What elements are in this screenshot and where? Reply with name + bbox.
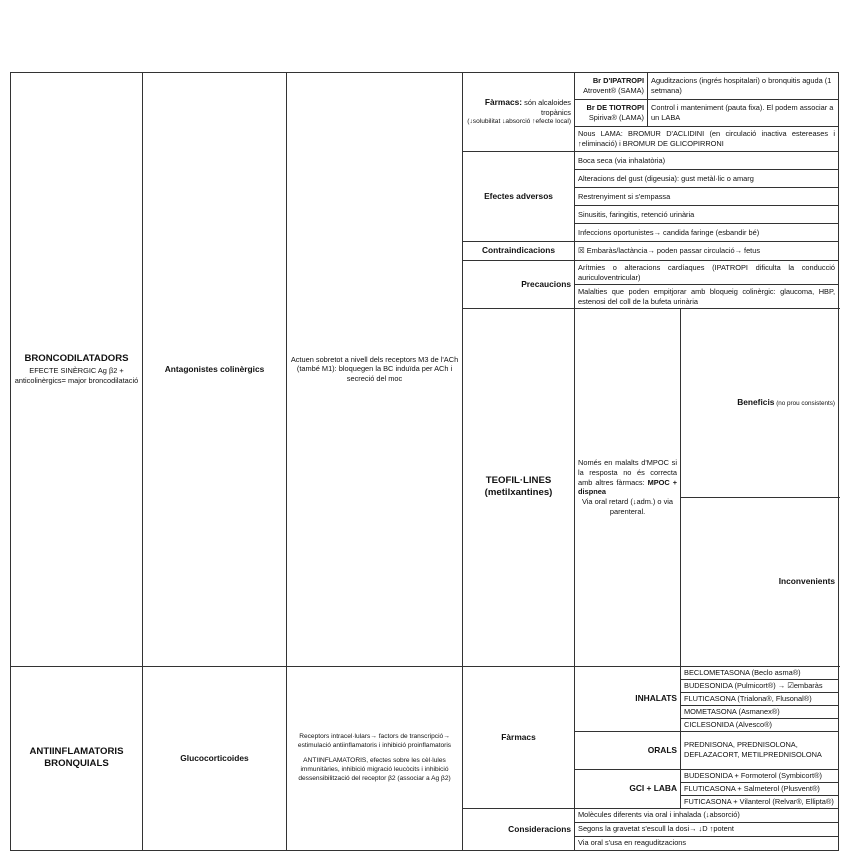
glucocorticoid-group: Glucocorticoides	[143, 666, 287, 850]
drug-tiotropi-sub: Spiriva® (LAMA)	[588, 113, 645, 122]
drawbacks-label: Inconvenients	[681, 497, 839, 666]
broncodilatadors-subtitle: EFECTE SINÈRGIC Ag β2 + anticolinèrgics= major broncodilatació	[14, 365, 139, 385]
inhaled-drug: MOMETASONA (Asmanex®)	[681, 705, 839, 718]
adverse-item: Sinusitis, faringitis, retenció urinària	[575, 206, 839, 224]
drug-ipatropi-desc: Aguditzacions (ingrés hospitalari) o bronquitis aguda (1 setmana)	[648, 73, 839, 100]
adverse-item: Infeccions oportunistes→ candida faringe (esbandir bé)	[575, 224, 839, 242]
glucocorticoid-mech-2: ANTIINFLAMATORIS, efectes sobre les cèl·lules immunitàries, inhibició migració leucòcits i inhibició dessensibilització del receptor β2 (associar a Ag β2)	[298, 757, 451, 782]
adverse-item: Restrenyiment si s'empassa	[575, 188, 839, 206]
teofil-desc-b: MPOC + dispnea	[578, 477, 678, 497]
inhaled-drug: BUDESONIDA (Pulmicort®) → ☑embaràs	[681, 679, 839, 692]
inhaled-drug: BECLOMETASONA (Beclo asma®)	[681, 666, 839, 679]
consideration-item: Segons la gravetat s'escull la dosi→ ↓D ↑potent	[575, 822, 839, 836]
teofil-desc-a: Només en malalts d'MPOC si la resposta no és correcta amb altres fàrmacs:	[578, 457, 678, 487]
consideration-item: Via oral s'usa en reaguditzacions	[575, 836, 839, 850]
antiinfl-farmacs-label: Fàrmacs	[463, 666, 575, 808]
benefits-label-cell	[681, 309, 839, 498]
combo-drug: BUDESONIDA + Formoterol (Symbicort®)	[681, 769, 839, 782]
teofil-subtitle: (metilxantines)	[484, 487, 553, 499]
considerations-label: Consideracions	[463, 808, 575, 850]
inhaled-drug: CICLESONIDA (Alvesco®)	[681, 718, 839, 731]
farmacs-cell	[463, 73, 575, 152]
teofil-description	[575, 309, 681, 667]
combo-drug: FUTICASONA + Vilanterol (Relvar®, Ellipta®)	[681, 795, 839, 808]
broncodilatadors-title: BRONCODILATADORS	[24, 353, 129, 365]
benefits-note: (no prou consistents)	[774, 400, 836, 408]
teofil-title: TEOFIL·LINES	[485, 474, 552, 486]
precaution-item: Malalties que poden empitjorar amb bloqueig colinèrgic: glaucoma, HBP, estenosi del coll de la bufeta urinària	[575, 285, 839, 309]
adverse-item: Boca seca (via inhalatòria)	[575, 152, 839, 170]
glucocorticoid-mechanism	[287, 666, 463, 850]
glucocorticoid-mech-1: Receptors intracel·lulars→ factors de transcripció→ estimulació antiinflamatoris i inhibició proinflamatoris	[297, 732, 452, 749]
drug-tiotropi-desc: Control i manteniment (pauta fixa). El podem associar a un LABA	[648, 100, 839, 127]
drug-tiotropi-name: Br DE TIOTROPI	[586, 103, 645, 113]
farmacs-label: Fàrmacs:	[484, 97, 523, 108]
inhaled-drug: FLUTICASONA (Trialona®, Flusonal®)	[681, 692, 839, 705]
teofil-desc-c: Via oral retard (↓adm.) o via parenteral.	[581, 497, 674, 516]
combo-drug: FLUTICASONA + Salmeterol (Plusvent®)	[681, 782, 839, 795]
precautions-label: Precaucions	[463, 261, 575, 309]
lama-note: Nous LAMA: BROMUR D'ACLIDINI (en circulació inactiva estereases i ↑eliminació) i BROMUR DE GLICOPIRRONI	[575, 127, 839, 152]
inhalats-label: INHALATS	[575, 666, 681, 731]
antiinfl-title: ANTIINFLAMATORIS BRONQUIALS	[11, 666, 143, 850]
orals-label: ORALS	[575, 731, 681, 769]
drug-ipatropi	[575, 73, 648, 100]
teofil-title-cell	[463, 309, 575, 667]
anticolinergic-mechanism: Actuen sobretot a nivell dels receptors M3 de l'ACh (també M1): bloquegen la BC induïda per ACh i secreció del moc	[287, 73, 463, 667]
benefits-label: Beneficis	[737, 397, 775, 408]
drug-ipatropi-sub: Atrovent® (SAMA)	[583, 86, 645, 95]
consideration-item: Molècules diferents via oral i inhalada (↓absorció)	[575, 808, 839, 822]
adverse-label: Efectes adversos	[463, 152, 575, 242]
farmacs-label-rest: són alcaloides tropànics	[522, 98, 572, 118]
precaution-item: Arítmies o alteracions cardíaques (IPATROPI dificulta la conducció auriculoventricular)	[575, 261, 839, 285]
broncodilatadors-title-cell	[11, 73, 143, 667]
drug-ipatropi-name: Br D'IPATROPI	[592, 76, 645, 86]
drug-tiotropi	[575, 100, 648, 127]
anticolinergic-group: Antagonistes colinèrgics	[143, 73, 287, 667]
pharmacology-table	[10, 72, 839, 851]
farmacs-note: (↓solubilitat ↓absorció ↑efecte local)	[467, 118, 572, 126]
adverse-item: Alteracions del gust (digeusia): gust metàl·lic o amarg	[575, 170, 839, 188]
contraindications-label: Contraindicacions	[463, 242, 575, 261]
contraindications-text: ☒ Embaràs/lactància→ poden passar circulació→ fetus	[575, 242, 839, 261]
oral-drugs: PREDNISONA, PREDNISOLONA, DEFLAZACORT, METILPREDNISOLONA	[681, 731, 839, 769]
gci-laba-label: GCI + LABA	[575, 769, 681, 808]
